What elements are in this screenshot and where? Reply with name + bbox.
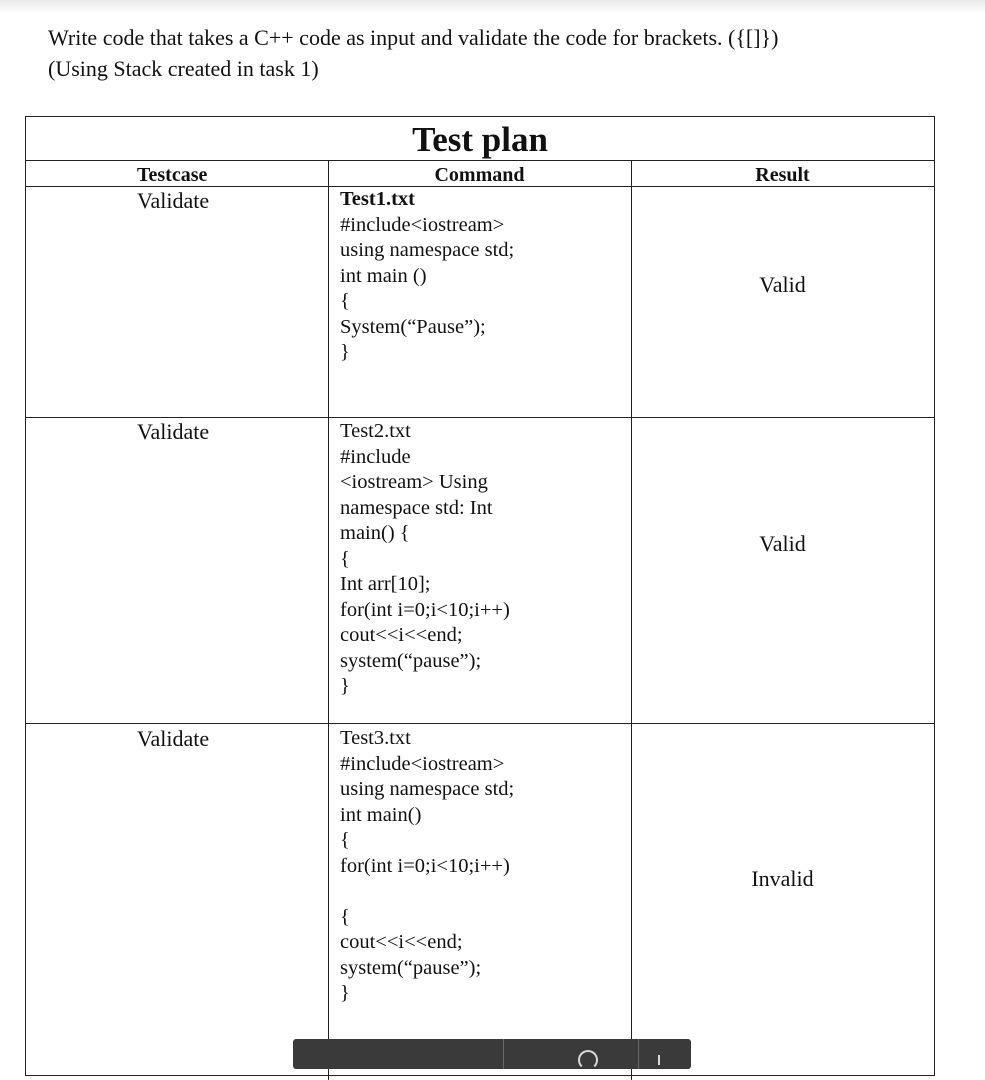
row-1-testcase: Validate	[137, 188, 210, 213]
row-3-command	[340, 726, 630, 1007]
command-line: Test2.txt	[340, 420, 411, 442]
command-line: namespace std: Int	[340, 496, 493, 519]
command-line: }	[340, 675, 350, 697]
command-line: Int arr[10];	[340, 573, 431, 595]
header-testcase: Testcase	[137, 164, 208, 186]
command-line: system(“pause”);	[340, 649, 482, 672]
row-divider-2	[26, 723, 934, 724]
command-line: Test1.txt	[340, 188, 415, 210]
command-line: {	[340, 905, 350, 928]
command-line: using namespace std;	[340, 239, 515, 261]
command-line: main() {	[340, 522, 410, 544]
command-line: cout<<i<<end;	[340, 931, 463, 953]
command-line: #include	[340, 445, 411, 468]
column-divider-1	[328, 160, 329, 1080]
refresh-icon[interactable]	[578, 1050, 598, 1070]
command-line	[340, 879, 630, 905]
command-line: {	[340, 547, 350, 570]
command-line: int main()	[340, 803, 422, 826]
header-command: Command	[434, 164, 525, 186]
toolbar-separator	[638, 1039, 639, 1069]
toolbar-separator	[503, 1039, 504, 1069]
prompt-line-1: Write code that takes a C++ code as input and validate the code for brackets. ({[]})	[48, 25, 779, 50]
command-line: #include<iostream>	[340, 752, 505, 775]
row-3-result: Invalid	[751, 866, 814, 891]
row-2-testcase: Validate	[137, 419, 210, 444]
command-line: for(int i=0;i<10;i++)	[340, 854, 510, 877]
command-line: {	[340, 829, 350, 851]
command-line: #include<iostream>	[340, 213, 505, 236]
command-line: }	[340, 982, 350, 1004]
row-2-result: Valid	[759, 531, 806, 556]
command-line: for(int i=0;i<10;i++)	[340, 598, 510, 621]
command-line: Test3.txt	[340, 727, 411, 749]
test-plan-table	[25, 116, 935, 1076]
command-line: using namespace std;	[340, 778, 515, 800]
info-icon[interactable]	[658, 1055, 660, 1065]
command-line: system(“pause”);	[340, 956, 482, 979]
prompt-line-2: (Using Stack created in task 1)	[48, 56, 319, 81]
command-line: System(“Pause”);	[340, 315, 486, 338]
row-1-command	[340, 187, 630, 366]
task-prompt	[48, 22, 948, 84]
window-top-edge	[0, 0, 985, 14]
row-2-command	[340, 419, 630, 700]
header-result: Result	[755, 164, 810, 186]
row-3-testcase: Validate	[137, 726, 210, 751]
row-1-result: Valid	[759, 272, 806, 297]
command-line: {	[340, 290, 350, 312]
floating-toolbar[interactable]	[293, 1039, 691, 1069]
table-title: Test plan	[412, 120, 548, 159]
command-line: cout<<i<<end;	[340, 624, 463, 646]
command-line: }	[340, 341, 350, 363]
command-line: int main ()	[340, 264, 427, 287]
command-line: <iostream> Using	[340, 471, 488, 493]
